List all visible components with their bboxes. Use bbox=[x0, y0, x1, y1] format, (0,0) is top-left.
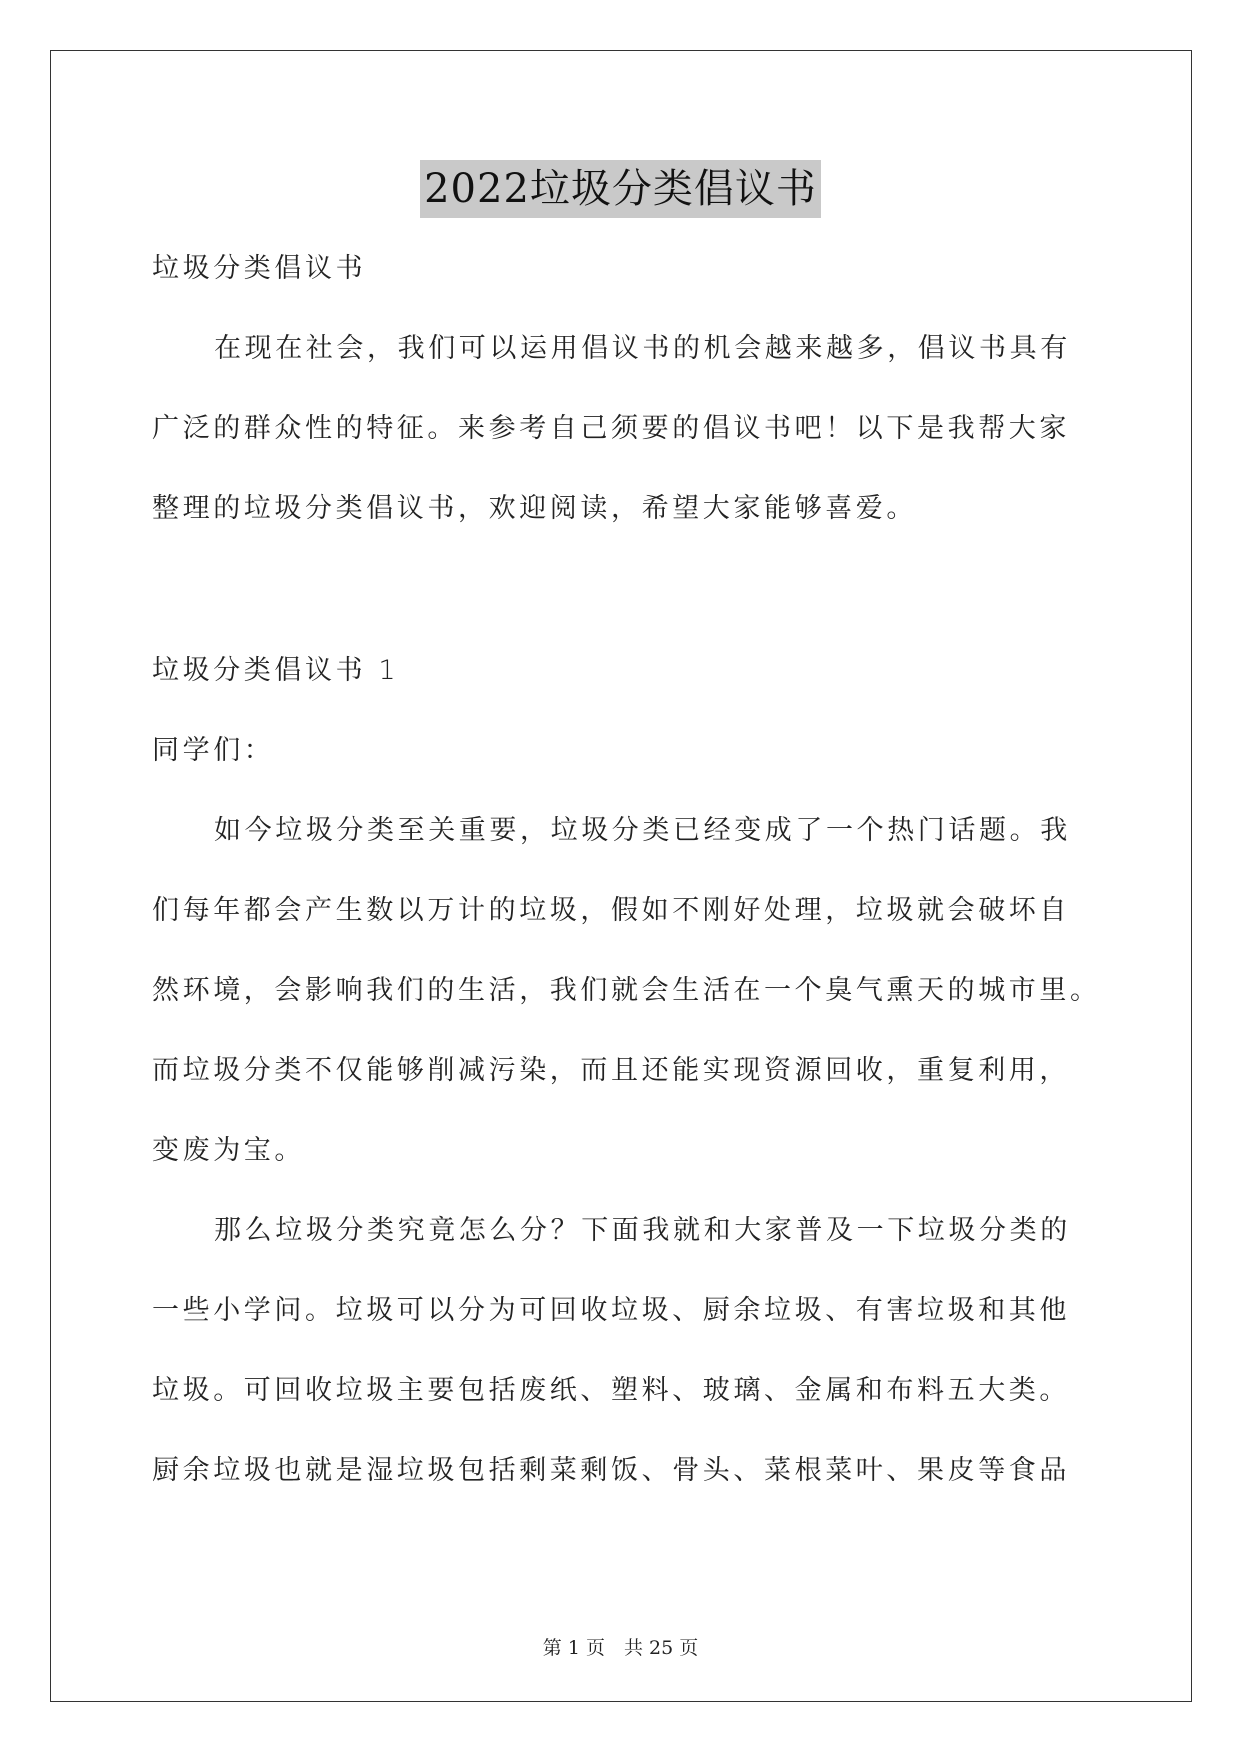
paragraph-line: 广泛的群众性的特征。来参考自己须要的倡议书吧！以下是我帮大家 bbox=[152, 413, 1070, 444]
paragraph-line: 垃圾。可回收垃圾主要包括废纸、塑料、玻璃、金属和布料五大类。 bbox=[152, 1375, 1070, 1406]
document-title: 2022垃圾分类倡议书 bbox=[420, 160, 821, 218]
salutation: 同学们： bbox=[152, 735, 275, 766]
document-body bbox=[152, 248, 1101, 1530]
section-heading: 垃圾分类倡议书 1 bbox=[152, 655, 400, 686]
paragraph-line: 如今垃圾分类至关重要，垃圾分类已经变成了一个热门话题。我 bbox=[214, 815, 1071, 846]
paragraph-line: 们每年都会产生数以万计的垃圾，假如不刚好处理，垃圾就会破坏自 bbox=[152, 895, 1070, 926]
paragraph-line: 而垃圾分类不仅能够削减污染，而且还能实现资源回收，重复利用， bbox=[152, 1055, 1070, 1086]
paragraph-line: 然环境，会影响我们的生活，我们就会生活在一个臭气熏天的城市里。 bbox=[152, 975, 1101, 1006]
paragraph-line: 变废为宝。 bbox=[152, 1135, 305, 1166]
paragraph-line: 在现在社会，我们可以运用倡议书的机会越来越多，倡议书具有 bbox=[214, 333, 1071, 364]
page-number: 第 1 页 共 25 页 bbox=[542, 1637, 699, 1659]
paragraph-line: 整理的垃圾分类倡议书，欢迎阅读，希望大家能够喜爱。 bbox=[152, 493, 917, 524]
paragraph-line: 厨余垃圾也就是湿垃圾包括剩菜剩饭、骨头、菜根菜叶、果皮等食品 bbox=[152, 1455, 1070, 1486]
paragraph-line: 一些小学问。垃圾可以分为可回收垃圾、厨余垃圾、有害垃圾和其他 bbox=[152, 1295, 1070, 1326]
subtitle-line: 垃圾分类倡议书 bbox=[152, 253, 367, 284]
paragraph-line: 那么垃圾分类究竟怎么分？下面我就和大家普及一下垃圾分类的 bbox=[214, 1215, 1071, 1246]
paragraph-gap bbox=[152, 568, 1097, 650]
title-container bbox=[0, 160, 1241, 218]
